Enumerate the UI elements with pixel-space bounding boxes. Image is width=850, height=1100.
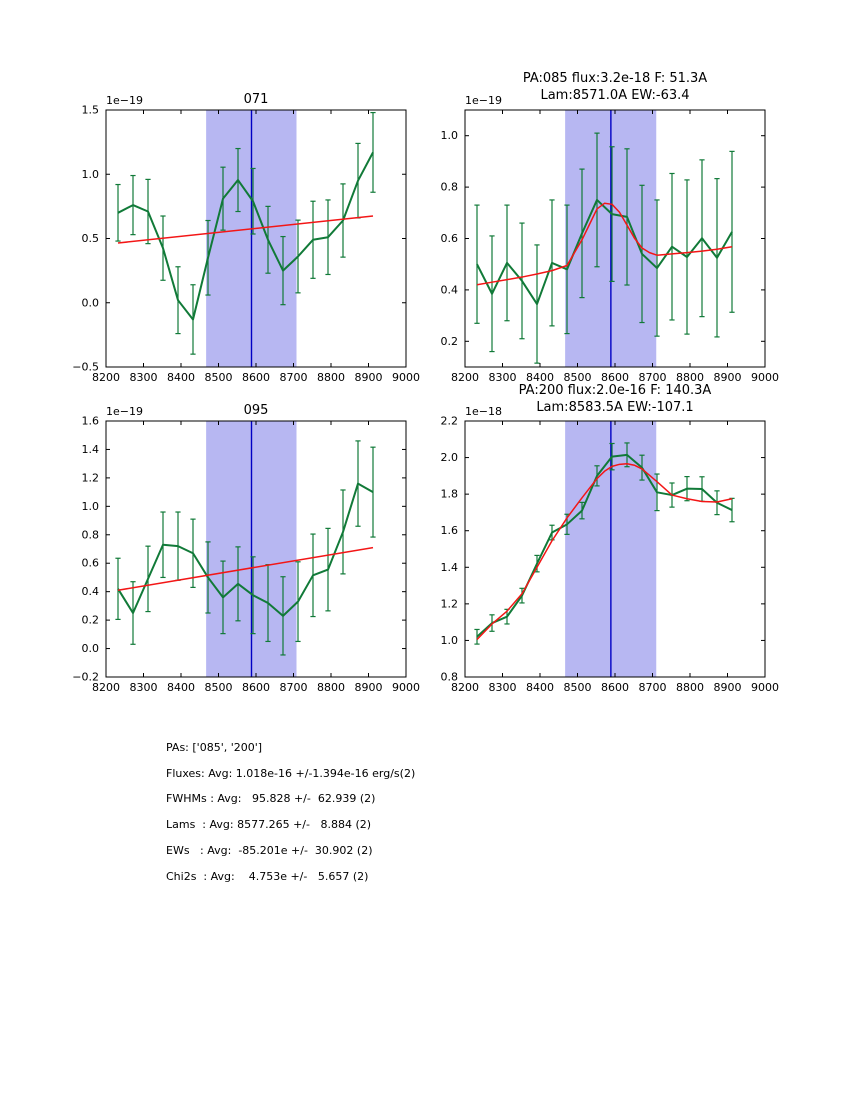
y-tick-label: 1.4 [440,560,458,574]
x-tick-label: 9000 [751,681,779,694]
y-axis-offset-label: 1e−19 [465,94,502,107]
x-tick-label: 8800 [317,371,345,384]
x-tick-label: 8800 [676,371,704,384]
x-tick-label: 8500 [204,371,233,384]
plot-pa200 [441,405,780,694]
x-tick-label: 8700 [638,681,667,694]
x-tick-label: 8600 [242,371,270,384]
x-tick-label: 8400 [167,681,195,694]
y-tick-label: 1.0 [81,167,99,181]
y-tick-label: 0.8 [440,180,458,194]
x-tick-label: 8400 [526,681,554,694]
y-axis-offset-label: 1e−19 [106,405,143,418]
plot-071 [72,94,420,384]
y-tick-label: 1.2 [81,471,99,485]
stats-line-fwhms: FWHMs : Avg: 95.828 +/- 62.939 (2) [166,792,376,805]
x-tick-label: 8300 [129,371,158,384]
y-tick-label: 0.0 [81,642,99,656]
x-tick-label: 8900 [354,371,383,384]
x-tick-label: 8500 [563,681,592,694]
x-tick-label: 9000 [751,371,779,384]
y-tick-label: 1.0 [81,499,99,513]
x-tick-label: 8500 [563,371,592,384]
x-tick-label: 8600 [242,681,270,694]
y-tick-label: 0.2 [440,334,458,348]
x-tick-label: 9000 [392,371,420,384]
x-tick-label: 8800 [676,681,704,694]
y-tick-label: 0.5 [81,232,99,245]
x-tick-label: 8300 [129,681,158,694]
y-axis-offset-label: 1e−19 [106,94,143,107]
x-tick-label: 9000 [392,681,420,694]
plot-095 [72,405,420,694]
y-tick-label: 0.6 [81,556,99,570]
plot-pa200-title-line2: Lam:8583.5A EW:-107.1 [536,400,694,415]
y-tick-label: 0.6 [440,232,458,245]
plot-pa085-title [465,70,765,104]
y-tick-label: 0.4 [440,283,458,297]
x-tick-label: 8200 [451,371,479,384]
y-tick-label: 0.8 [440,670,458,684]
plot-pa085-title-line1: PA:085 flux:3.2e-18 F: 51.3A [522,71,708,86]
y-tick-label: 0.8 [81,528,99,542]
plot-pa200-title-line1: PA:200 flux:2.0e-16 F: 140.3A [518,383,712,398]
x-tick-label: 8600 [601,371,629,384]
y-tick-label: 1.0 [440,129,458,143]
x-tick-label: 8800 [317,681,345,694]
plot-071-title [106,91,406,108]
plot-095-title-text: 095 [243,403,269,418]
stats-line-fluxes: Fluxes: Avg: 1.018e-16 +/-1.394e-16 erg/s(2) [166,767,416,780]
x-tick-label: 8300 [488,681,517,694]
y-tick-label: 2.0 [440,451,458,465]
y-tick-label: 1.6 [81,414,99,428]
y-tick-label: −0.5 [72,360,99,374]
x-tick-label: 8200 [92,681,120,694]
plot-095-title [106,402,406,419]
y-tick-label: 0.4 [81,585,99,599]
stats-line-pas: PAs: ['085', '200'] [166,741,263,754]
stats-line-ews: EWs : Avg: -85.201e +/- 30.902 (2) [166,844,373,857]
x-tick-label: 8900 [713,681,742,694]
y-tick-label: 1.2 [440,597,458,611]
y-tick-label: 1.4 [81,442,99,456]
y-tick-label: 1.0 [440,633,458,647]
x-tick-label: 8200 [451,681,479,694]
x-tick-label: 8900 [713,371,742,384]
y-tick-label: 0.0 [81,296,99,310]
plot-pa085-title-line2: Lam:8571.0A EW:-63.4 [540,88,690,103]
plot-071-title-text: 071 [243,92,269,107]
plot-pa085 [441,94,780,384]
x-tick-label: 8900 [354,681,383,694]
x-tick-label: 8200 [92,371,120,384]
x-tick-label: 8700 [279,371,308,384]
plot-pa200-title [465,382,765,416]
x-tick-label: 8400 [167,371,195,384]
y-tick-label: 1.6 [440,524,458,538]
x-tick-label: 8400 [526,371,554,384]
x-tick-label: 8500 [204,681,233,694]
y-tick-label: 1.8 [440,487,458,501]
y-tick-label: −0.2 [72,670,99,684]
x-tick-label: 8700 [279,681,308,694]
stats-line-lams: Lams : Avg: 8577.265 +/- 8.884 (2) [166,818,372,831]
x-tick-label: 8700 [638,371,667,384]
y-tick-label: 1.5 [81,103,99,117]
stats-line-chi2s: Chi2s : Avg: 4.753e +/- 5.657 (2) [166,870,369,883]
y-axis-offset-label: 1e−18 [465,405,502,418]
x-tick-label: 8600 [601,681,629,694]
y-tick-label: 0.2 [81,613,99,627]
x-tick-label: 8300 [488,371,517,384]
y-tick-label: 2.2 [440,414,458,428]
